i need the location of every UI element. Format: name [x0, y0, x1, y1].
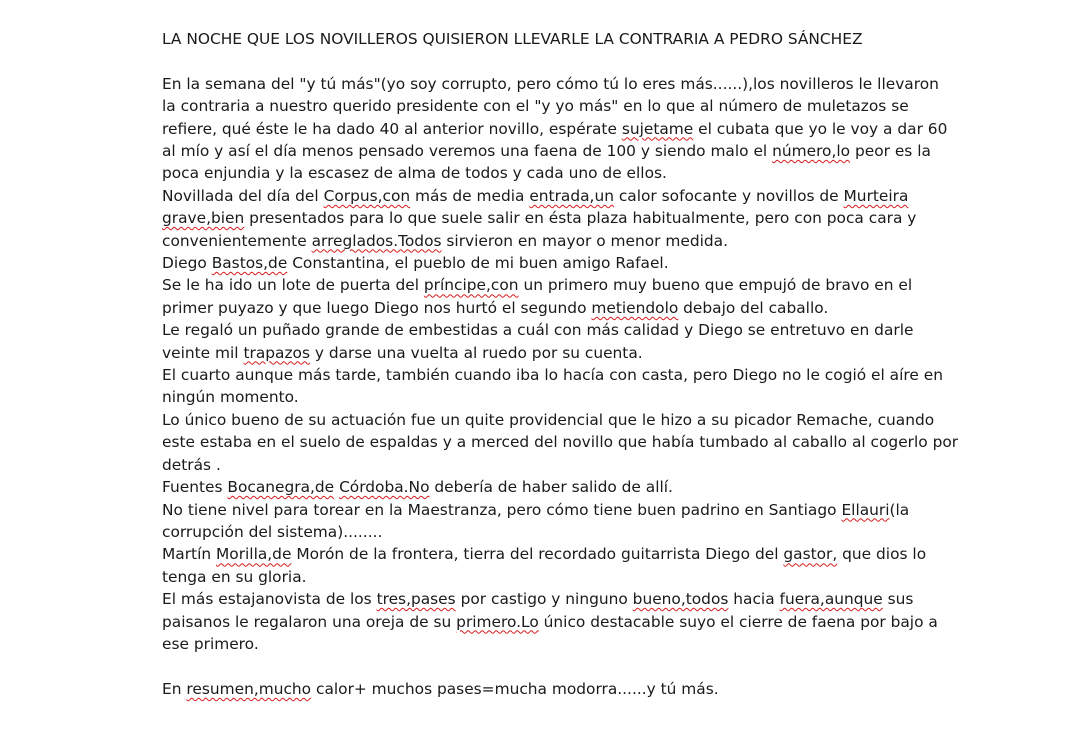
text-line [162, 543, 1062, 565]
misspelled-word[interactable]: príncipe,con [423, 276, 519, 295]
text-line [162, 633, 1062, 655]
text-run: tenga en su gloria. [162, 567, 307, 586]
text-line [162, 431, 1062, 453]
misspelled-word[interactable]: Corpus,con [323, 186, 411, 205]
text-line [162, 185, 1062, 207]
text-line [162, 162, 1062, 184]
text-line [162, 409, 1062, 431]
text-run: En la semana del "y tú más"(yo soy corrupto, pero cómo tú lo eres más......),los novilleros le llevaron [162, 74, 939, 93]
text-line [162, 230, 1062, 252]
text-line [162, 588, 1062, 610]
text-run: ningún momento. [162, 388, 299, 407]
text-line [162, 611, 1062, 633]
misspelled-word[interactable]: Morilla,de [216, 545, 292, 564]
text-run: El cuarto aunque más tarde, también cuando iba lo hacía con casta, pero Diego no le cogió el aíre en [162, 366, 943, 385]
text-line [162, 140, 1062, 162]
text-run: detrás . [162, 455, 221, 474]
text-line [162, 73, 1062, 95]
closing-paragraph [162, 678, 1062, 700]
text-line [162, 342, 1062, 364]
misspelled-word[interactable]: tres,pases [376, 590, 456, 609]
text-run: El más estajanovista de los [162, 590, 377, 609]
text-line [162, 364, 1062, 386]
text-run: Se le ha ido un lote de puerta del [162, 276, 424, 295]
text-run: paisanos le regalaron una oreja de su [162, 612, 457, 631]
blank-line [162, 655, 1062, 677]
text-run: Fuentes [162, 478, 228, 497]
text-run: y darse una vuelta al ruedo por su cuenta. [309, 343, 643, 362]
text-line [162, 386, 1062, 408]
text-line [162, 95, 1062, 117]
text-run: (la [889, 500, 910, 519]
misspelled-word[interactable]: Córdoba.No [339, 478, 430, 497]
misspelled-word[interactable]: trapazos [243, 343, 310, 362]
text-run: el cubata que yo le voy a dar 60 [693, 119, 948, 138]
text-run: sus [882, 590, 914, 609]
text-run: poca enjundia y la escasez de alma de todos y cada uno de ellos. [162, 164, 667, 183]
text-run: Lo único bueno de su actuación fue un quite providencial que le hizo a su picador Remache, cuando [162, 410, 935, 429]
text-run: calor+ muchos pases=mucha modorra......y tú más. [311, 679, 719, 698]
text-line [162, 476, 1062, 498]
text-run: Novillada del día del [162, 186, 324, 205]
text-line [162, 566, 1062, 588]
text-run: Morón de la frontera, tierra del recordado guitarrista Diego del [291, 545, 784, 564]
misspelled-word[interactable]: Ellauri [841, 500, 890, 519]
text-run: Constantina, el pueblo de mi buen amigo Rafael. [287, 254, 669, 273]
document-body[interactable] [162, 28, 1062, 700]
misspelled-word[interactable]: entrada,un [529, 186, 614, 205]
text-line [162, 252, 1062, 274]
text-run: presentados para lo que suele salir en ésta plaza habitualmente, pero con poca cara y [244, 209, 917, 228]
text-run: único destacable suyo el cierre de faena por bajo a [538, 612, 938, 631]
text-run: primer puyazo y que luego Diego nos hurtó el segundo [162, 298, 592, 317]
text-run: Le regaló un puñado grande de embestidas a cuál con más calidad y Diego se entretuvo en darle [162, 321, 914, 340]
text-line [162, 319, 1062, 341]
misspelled-word[interactable]: Bastos,de [211, 254, 288, 273]
text-run: convenientemente [162, 231, 312, 250]
text-run: calor sofocante y novillos de [613, 186, 844, 205]
text-line [162, 274, 1062, 296]
text-run: Diego [162, 254, 212, 273]
misspelled-word[interactable]: arreglados.Todos [311, 231, 442, 250]
body-paragraphs [162, 73, 1062, 656]
text-run: debajo del caballo. [678, 298, 829, 317]
text-run: ese primero. [162, 634, 259, 653]
misspelled-word[interactable]: Bocanegra,de [227, 478, 335, 497]
text-run: más de media [410, 186, 530, 205]
misspelled-word[interactable]: fuera,aunque [779, 590, 883, 609]
text-line [162, 678, 1062, 700]
text-line [162, 521, 1062, 543]
misspelled-word[interactable]: sujetame [621, 119, 694, 138]
text-run: Martín [162, 545, 216, 564]
text-run: sirvieron en mayor o menor medida. [441, 231, 728, 250]
misspelled-word[interactable]: bueno,todos [632, 590, 729, 609]
text-run: al mío y así el día menos pensado veremos una faena de 100 y siendo malo el [162, 142, 773, 161]
text-line [162, 297, 1062, 319]
misspelled-word[interactable]: número,lo [772, 142, 851, 161]
text-line [162, 118, 1062, 140]
text-run: refiere, qué éste le ha dado 40 al anterior novillo, espérate [162, 119, 622, 138]
misspelled-word[interactable]: primero.Lo [456, 612, 539, 631]
text-run: No tiene nivel para torear en la Maestranza, pero cómo tiene buen padrino en Santiago [162, 500, 842, 519]
text-line [162, 454, 1062, 476]
text-run: veinte mil [162, 343, 244, 362]
misspelled-word[interactable]: Murteira [843, 186, 909, 205]
text-line [162, 207, 1062, 229]
misspelled-word[interactable]: metiendolo [591, 298, 679, 317]
text-run: hacia [728, 590, 780, 609]
text-run: debería de haber salido de allí. [429, 478, 673, 497]
text-run: En [162, 679, 187, 698]
text-run: peor es la [850, 142, 931, 161]
misspelled-word[interactable]: grave,bien [162, 209, 245, 228]
misspelled-word[interactable]: gastor, [783, 545, 838, 564]
text-run: este estaba en el suelo de espaldas y a merced del novillo que había tumbado al caballo al cogerlo por [162, 433, 959, 452]
text-run: que dios lo [837, 545, 927, 564]
text-run: corrupción del sistema)........ [162, 522, 383, 541]
text-line [162, 499, 1062, 521]
text-run: un primero muy bueno que empujó de bravo en el [518, 276, 913, 295]
misspelled-word[interactable]: resumen,mucho [186, 679, 312, 698]
text-run: la contraria a nuestro querido presidente con el "y yo más" en lo que al número de muletazos se [162, 97, 909, 116]
text-run: por castigo y ninguno [455, 590, 633, 609]
document-title: LA NOCHE QUE LOS NOVILLEROS QUISIERON LLEVARLE LA CONTRARIA A PEDRO SÁNCHEZ [162, 30, 863, 48]
blank-line [162, 50, 1062, 72]
